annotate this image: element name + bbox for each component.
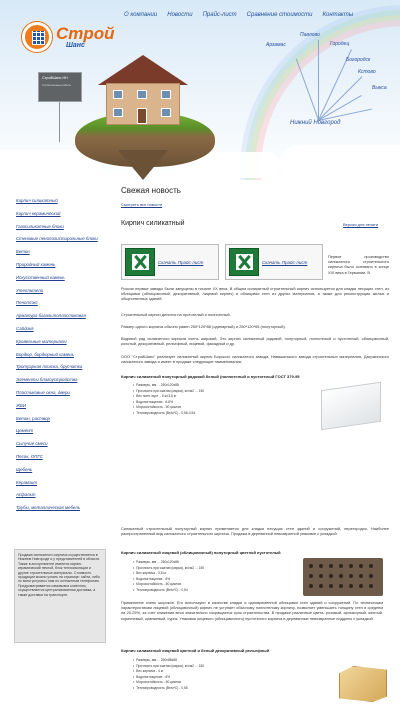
sidebar-item[interactable]: Асфальт [16,492,36,498]
sidebar-item[interactable]: Бордюр, бордюрный камень [16,351,74,357]
sidebar-item[interactable]: Цемент [16,428,34,434]
sidebar-item[interactable]: Кирпич силикатный [16,198,58,203]
spec-item: • Морозостойкость - 50 циклов [133,680,313,686]
map-ray [318,40,319,120]
nav-about[interactable]: О компании [124,12,158,18]
spec-item: • Морозостойкость - 50 циклов [133,582,293,588]
sidebar-item[interactable]: Тротуарная плитка, брусчатка [16,364,83,370]
paragraph: России первые заводы были запущены в начале XX века. В общем силикатный строительный кирпич используется для кладки несущих стен, из облицовки (облицовочный, декоративный, лицевой кирпич) и облицовки стен из других материалов, а также для реконструкции жилых и общественных зданий. [121,286,389,302]
spec-item: • Вес кирпича - 4 кг [133,669,313,675]
product-title: Кирпич силикатный полуторный рядовой белый (полнотелый и пустотелый ГОСТ 379-95 [121,374,300,379]
paragraph: Применение очень широкое. Его используют в качестве кладки и одновременной облицовки стен зданий и сооружений. По техническим характеристикам лицевой (облицовочный) кирпич не уступает обычному полнотелому кирпичу, позволяет уменьшить толщину стен в среднем на 20-25%, за счет снижения веса значительно сокращается срок строительства. В продаже различные цвета: розовый, ярлыкорный, желтый, коричневый, оранжевый, сурик. Упаковка лицевого (облицовочного) пустотелого кирпича в деревянные невозвратные поддоны с укладкой. [121,600,383,621]
header-banner [0,0,400,180]
spec-item: • Вес полн./пуст. - 5 кг/3,8 кг [133,394,313,400]
sidebar-item[interactable]: Газосиликатные блоки [16,223,64,229]
news-heading: Свежая новость [121,186,181,195]
spec-item: • Прочность при сжатии (марка), кг/см2 ... 150 [133,389,313,395]
city-kstovo: Кстово [358,69,376,75]
paragraph: ООО "СтройШанс" реализует силикатный кирпич Борского силикатного завода, Навашинского завода строительных материалов, Дзержинского силикатного завода и имеет в продаже следующие наименования: [121,354,389,365]
sidebar-item[interactable]: Кровельные материалы [16,338,67,344]
sidebar-item[interactable]: Песок, ОПГС [16,453,43,459]
sidebar-item[interactable]: Керамзит [16,479,38,485]
paragraph: Силикатный строительный полуторный кирпич применяется для кладки несущих стен зданий и сооружений, перегородок. Наиболее распространенный вид силикатного строительного кирпича. Продажа в деревянной невозвратной упаковке с укладкой. [121,526,389,537]
sidebar-item[interactable]: Природный камень [16,261,56,267]
spec-item: • Прочность при сжатии (марка), кг/см2 ... 150 [133,566,293,572]
white-brick-image [321,382,381,430]
sidebar-item[interactable]: Утеплители [16,287,44,293]
sidebar-item[interactable]: Арматура базальтопластиковая [16,313,86,319]
sidebar-item[interactable]: Бетон, раствор [16,415,50,421]
top-navigation [124,12,353,18]
sidebar-item[interactable]: Щебень [16,466,33,472]
sidebar-item[interactable]: Элементы благоустройства [16,377,78,383]
info-sign-post [59,102,60,142]
product-specs [133,658,313,691]
sidebar-item[interactable]: Сайдинг [16,325,34,331]
excel-icon [229,248,259,276]
info-sign [38,72,82,102]
city-arzamas: Арзамас [266,42,286,48]
nav-price-list[interactable]: Прайс-лист [202,12,237,18]
sidebar-menu [16,198,104,518]
spec-item: • Морозостойкость - 50 циклов [133,405,313,411]
download-price-button[interactable] [225,244,323,280]
sidebar-item[interactable]: Искусственный камень [16,274,65,280]
spec-item: • Размеры, мм ... 250х120х88 [133,383,313,389]
info-sign-subtitle: Строительные работы [42,83,72,87]
sidebar-item[interactable]: Пеноплэкс [16,300,38,306]
all-news-link[interactable]: Смотреть все новости [121,202,163,207]
product-specs [133,560,293,593]
nav-contacts[interactable]: Контакты [322,12,354,18]
intro-text: Первое производство силикатного строительного кирпича было основано в конце XIX века в Германии. В [328,254,389,275]
spec-item: • Размеры, мм ... 250х120х88 [133,560,293,566]
logo-icon [22,22,52,52]
sidebar-item[interactable]: ЖБИ [16,402,27,408]
sidebar-item[interactable]: Бетон [16,249,30,255]
product-title: Кирпич силикатный лицевой (облицовочный) полуторный цветной пустотелый [121,550,281,555]
nav-news[interactable]: Новости [167,12,193,18]
logo-name: Строй [56,24,115,43]
sidebar-item[interactable]: Кирпич керамический [16,210,61,216]
download-price-label: Скачать Прайс-лист [158,260,204,265]
city-gorodets: Городец [330,41,350,47]
spec-item: • Теплопроводность (Вт/м*С) - 0,54 [133,588,293,594]
sidebar-item[interactable]: Сыпучие смеси [16,441,48,447]
colored-brick-image [303,558,383,596]
spec-item: • Водопоглощение - 6% [133,577,293,583]
logo-subtitle: Шанс [66,42,85,49]
spec-item: • Водопоглощение - 6-8% [133,400,313,406]
spec-item: • Водопоглощение - 6% [133,675,313,681]
spec-item: • Теплопроводность (Вт/м*С) - 0,56 [133,686,313,692]
city-bogorodsk: Богородск [346,57,371,63]
paragraph: Строительный кирпич делится на пустотелый и полнотелый. [121,312,231,317]
print-version-link[interactable]: Версия для печати [343,222,379,227]
page-title: Кирпич силикатный [121,220,185,227]
city-pavlovo: Павлово [300,32,320,38]
sidebar-info-note: Продажа силикатного кирпича осуществляется в Нижнем Новгороде и у представителей в области. Также в ассортименте имеются кирпич керамический печной, блок теплоизоляции и другие строительные материалы. Стоимость продукции можно узнать на странице: сайта, либо по всем услугам к нам по контактным телефонам. Предусматривается самовывоз клиентом, осуществляется централизованная доставка, а также доставка на транспорте. [14,549,106,643]
sidebar-item[interactable]: Стеновые пенополистирольные блоки [16,236,98,242]
excel-icon [125,248,155,276]
spec-item: • Прочность при сжатии (марка), кг/см2 ... 150 [133,664,313,670]
spec-item: • Размеры, мм ... 250х88х88 [133,658,313,664]
nav-cost-comparison[interactable]: Сравнение стоимости [246,12,313,18]
spec-item: • Вес кирпича - 3,8 кг [133,571,293,577]
download-price-button[interactable] [121,244,219,280]
paragraph: Видовой ряд силикатного кирпича очень широкий. Это кирпич силикатный рядовой, полуторный, полнотелый и пустотелый, облицовочный, колотый, декоративный, рельефный, лицевой, фасадный и др. [121,336,389,347]
sidebar-item[interactable]: Пластиковые окна, двери [16,389,70,395]
product-title: Кирпич силикатный лицевой цветной и белый декоративный рельефный [121,648,270,653]
company-logo[interactable] [22,22,115,58]
cloud [280,145,400,180]
city-vyksa: Выкса [372,85,387,91]
spec-item: • Теплопроводность (Вт/м*С) - 0,56-0,54 [133,411,313,417]
product-specs [133,383,313,416]
info-sign-title: СтройШанс-НН [42,76,68,80]
download-price-label: Скачать Прайс-лист [262,260,308,265]
house-illustration [98,55,188,125]
sidebar-item[interactable]: Трубы, металлическая мебель [16,505,81,511]
city-nizhny-novgorod: Нижний Новгород [290,120,341,126]
decorative-brick-image [339,666,387,702]
paragraph: Размер одного кирпича обычно равен 250*120*88 (одинарный) и 250*120*65 (полуторный). [121,324,286,329]
